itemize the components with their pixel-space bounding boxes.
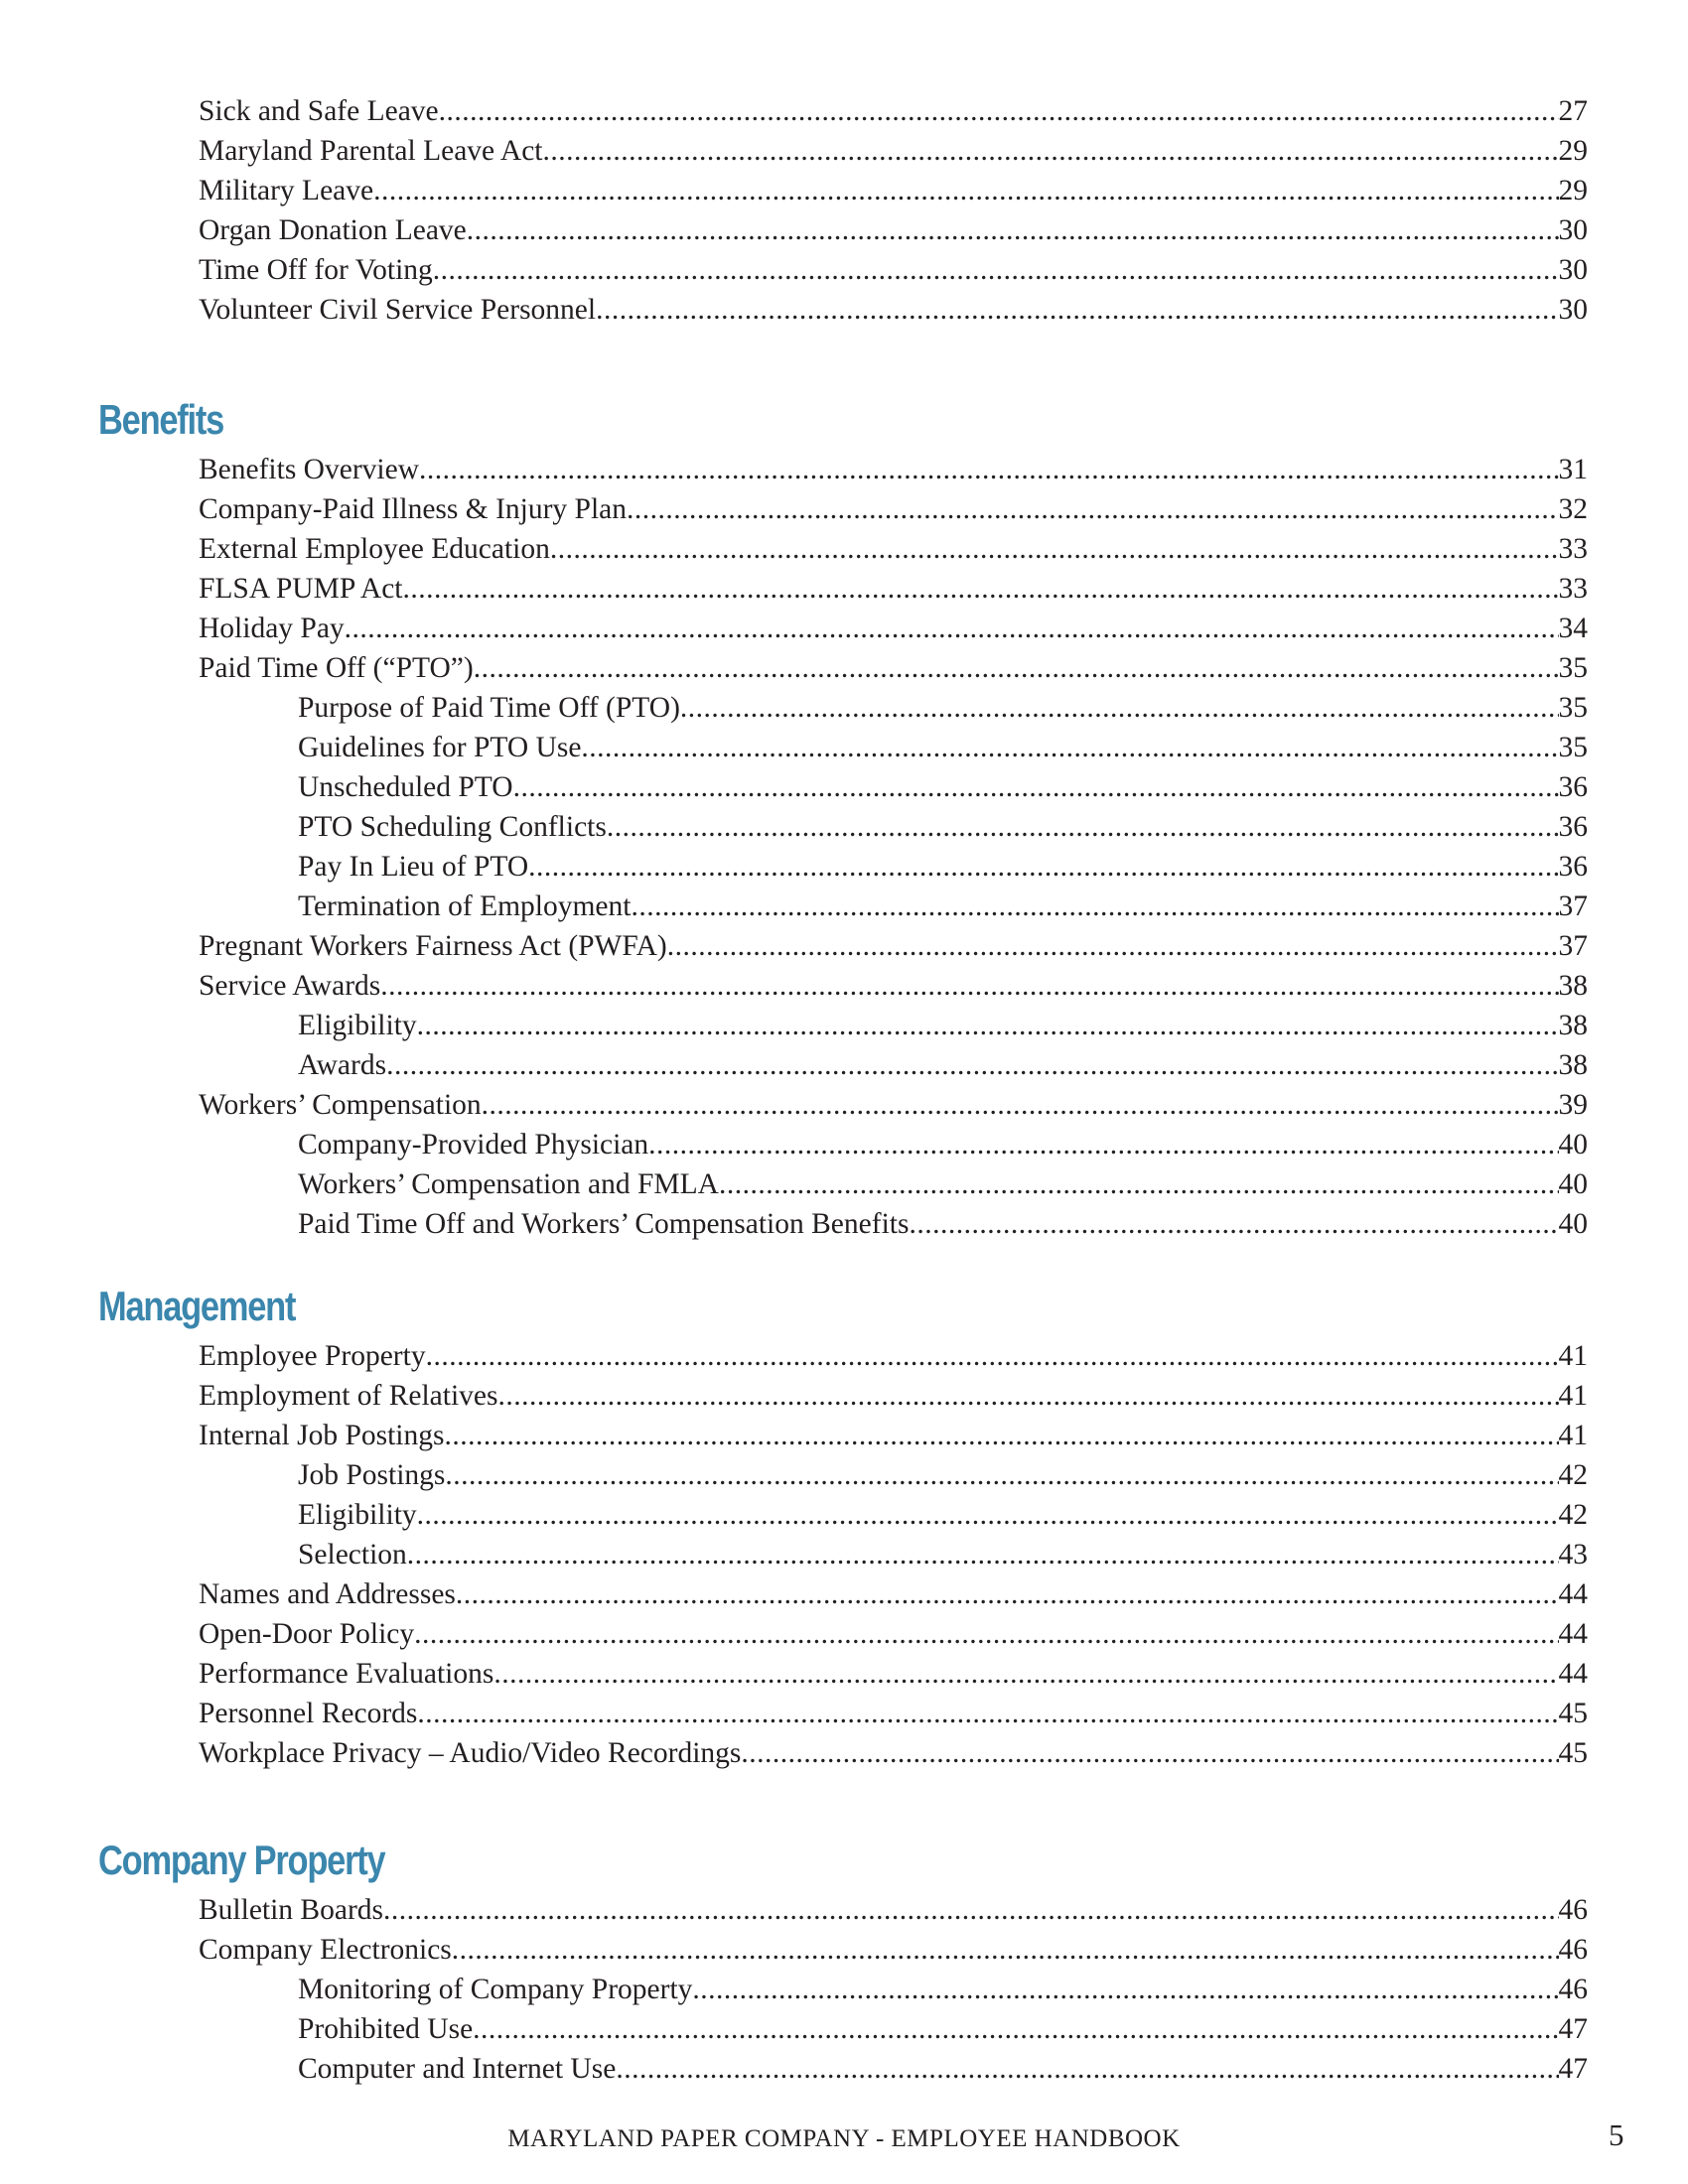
toc-entry[interactable] [199,131,1588,171]
toc-entry-title: Volunteer Civil Service Personnel [199,294,597,326]
toc-entry[interactable] [199,250,1588,290]
toc-dot-leader [680,688,1559,728]
toc-entry[interactable] [298,1125,1588,1164]
toc-entry-page: 40 [1558,1129,1588,1160]
toc-entry[interactable] [199,91,1588,131]
toc-entry-page: 41 [1558,1420,1588,1451]
toc-dot-leader [513,767,1559,807]
toc-entry-title: Service Awards [199,970,381,1002]
toc-entry-title: Company Electronics [199,1934,452,1966]
toc-entry-page: 42 [1558,1459,1588,1491]
toc-entry-title: Employment of Relatives [199,1380,498,1412]
toc-entry-title: Names and Addresses [199,1578,456,1610]
toc-entry-title: FLSA PUMP Act [199,573,403,605]
toc-list [0,1336,1688,1773]
toc-entry[interactable] [199,529,1588,569]
toc-entry[interactable] [199,1694,1588,1733]
toc-entry-title: Personnel Records [199,1698,418,1729]
section-heading-company-property: Company Property [98,1837,385,1883]
toc-entry[interactable] [199,171,1588,210]
toc-list [0,1890,1688,2089]
toc-entry-page: 38 [1558,1049,1588,1081]
toc-entry-title: Company-Provided Physician [298,1129,649,1160]
toc-entry-page: 44 [1558,1618,1588,1650]
toc-entry-title: PTO Scheduling Conflicts [298,811,607,843]
toc-dot-leader [596,290,1558,330]
toc-entry-title: Guidelines for PTO Use [298,732,582,763]
toc-entry[interactable] [298,1164,1588,1204]
toc-dot-leader [345,609,1559,648]
toc-entry[interactable] [199,1614,1588,1654]
toc-dot-leader [383,1890,1558,1930]
toc-entry[interactable] [298,728,1588,767]
toc-entry-page: 31 [1558,454,1588,485]
toc-dot-leader [667,926,1559,966]
toc-entry[interactable] [199,489,1588,529]
page-number: 5 [1609,2117,1624,2152]
toc-dot-leader [550,529,1559,569]
toc-entry-page: 35 [1558,692,1588,724]
toc-dot-leader [493,1654,1558,1694]
toc-entry-title: Benefits Overview [199,454,419,485]
toc-entry-page: 37 [1558,890,1588,922]
toc-entry-title: Job Postings [298,1459,446,1491]
toc-entry[interactable] [199,648,1588,688]
toc-entry-title: Eligibility [298,1010,417,1041]
toc-entry-title: Purpose of Paid Time Off (PTO) [298,692,680,724]
toc-entry-page: 36 [1558,851,1588,883]
toc-entry[interactable] [199,1574,1588,1614]
toc-entry-page: 27 [1558,95,1588,127]
toc-entry-title: Internal Job Postings [199,1420,445,1451]
footer-text: MARYLAND PAPER COMPANY - EMPLOYEE HANDBOOK [507,2125,1181,2152]
toc-dot-leader [498,1376,1559,1416]
toc-entry-title: Monitoring of Company Property [298,1974,693,2005]
toc-entry[interactable] [199,1733,1588,1773]
toc-dot-leader [741,1733,1558,1773]
toc-entry[interactable] [199,1085,1588,1125]
toc-entry[interactable] [199,1890,1588,1930]
toc-dot-leader [467,210,1559,250]
toc-dot-leader [542,131,1558,171]
toc-dot-leader [909,1204,1558,1244]
toc-entry-page: 42 [1558,1499,1588,1531]
toc-entry[interactable] [298,1495,1588,1535]
toc-entry-page: 35 [1558,732,1588,763]
toc-entry-page: 39 [1558,1089,1588,1121]
toc-entry[interactable] [199,450,1588,489]
toc-entry-title: Unscheduled PTO [298,771,513,803]
toc-entry[interactable] [298,2049,1588,2089]
toc-entry-title: Pay In Lieu of PTO [298,851,529,883]
toc-dot-leader [417,1694,1558,1733]
toc-entry-title: Open-Door Policy [199,1618,415,1650]
toc-dot-leader [692,1970,1558,2009]
toc-entry-page: 29 [1558,135,1588,167]
toc-dot-leader [627,489,1559,529]
toc-entry-page: 41 [1558,1380,1588,1412]
toc-dot-leader [616,2049,1558,2089]
toc-entry-page: 30 [1558,214,1588,246]
toc-entry[interactable] [199,1376,1588,1416]
section-heading-management: Management [98,1283,296,1329]
toc-entry-title: Organ Donation Leave [199,214,467,246]
toc-entry[interactable] [298,1045,1588,1085]
toc-dot-leader [426,1336,1559,1376]
toc-entry[interactable] [199,966,1588,1006]
toc-entry-page: 43 [1558,1539,1588,1570]
toc-entry-page: 32 [1558,493,1588,525]
toc-dot-leader [407,1535,1559,1574]
toc-entry-title: External Employee Education [199,533,550,565]
toc-entry[interactable] [298,887,1588,926]
toc-entry-title: Time Off for Voting [199,254,433,286]
toc-entry[interactable] [298,1455,1588,1495]
toc-entry[interactable] [199,1416,1588,1455]
toc-entry[interactable] [298,2009,1588,2049]
toc-dot-leader [719,1164,1559,1204]
toc-entry[interactable] [199,290,1588,330]
toc-entry-title: Military Leave [199,175,374,206]
toc-entry-page: 36 [1558,771,1588,803]
toc-entry-title: Company-Paid Illness & Injury Plan [199,493,627,525]
toc-dot-leader [417,1006,1559,1045]
toc-dot-leader [419,450,1559,489]
toc-entry-title: Holiday Pay [199,613,345,644]
toc-entry-page: 37 [1558,930,1588,962]
toc-dot-leader [414,1614,1558,1654]
toc-entry[interactable] [199,609,1588,648]
toc-entry-title: Workers’ Compensation [199,1089,482,1121]
toc-dot-leader [452,1930,1559,1970]
toc-entry-title: Paid Time Off (“PTO”) [199,652,474,684]
toc-entry-page: 33 [1558,573,1588,605]
toc-entry-page: 38 [1558,970,1588,1002]
toc-entry-page: 33 [1558,533,1588,565]
toc-dot-leader [631,887,1558,926]
toc-dot-leader [386,1045,1558,1085]
toc-list [0,450,1688,1244]
toc-dot-leader [482,1085,1559,1125]
toc-entry[interactable] [298,1535,1588,1574]
toc-dot-leader [444,1416,1558,1455]
toc-entry-page: 40 [1558,1208,1588,1240]
toc-entry-page: 46 [1558,1894,1588,1926]
toc-entry-title: Employee Property [199,1340,426,1372]
toc-entry-page: 44 [1558,1578,1588,1610]
toc-dot-leader [402,569,1558,609]
toc-entry[interactable] [298,847,1588,887]
toc-entry-title: Workers’ Compensation and FMLA [298,1168,719,1200]
toc-entry-title: Termination of Employment [298,890,632,922]
toc-entry-title: Performance Evaluations [199,1658,494,1690]
toc-entry-title: Paid Time Off and Workers’ Compensation Benefits [298,1208,910,1240]
toc-entry-title: Workplace Privacy – Audio/Video Recordings [199,1737,742,1769]
toc-dot-leader [439,91,1559,131]
toc-entry-title: Selection [298,1539,407,1570]
toc-dot-leader [648,1125,1558,1164]
toc-entry-page: 46 [1558,1934,1588,1966]
toc-entry-page: 36 [1558,811,1588,843]
section-heading-benefits: Benefits [98,396,224,443]
toc-dot-leader [528,847,1558,887]
toc-entry[interactable] [199,1336,1588,1376]
toc-dot-leader [456,1574,1559,1614]
toc-entry-page: 45 [1558,1737,1588,1769]
toc-entry-page: 40 [1558,1168,1588,1200]
toc-dot-leader [581,728,1558,767]
toc-entry[interactable] [298,807,1588,847]
toc-entry-title: Sick and Safe Leave [199,95,439,127]
toc-entry-title: Maryland Parental Leave Act [199,135,543,167]
toc-list [0,91,1688,330]
toc-dot-leader [433,250,1559,290]
toc-dot-leader [473,2009,1558,2049]
toc-dot-leader [445,1455,1558,1495]
toc-dot-leader [474,648,1559,688]
toc-dot-leader [607,807,1559,847]
toc-entry[interactable] [298,767,1588,807]
toc-entry[interactable] [199,210,1588,250]
toc-entry-title: Computer and Internet Use [298,2053,617,2085]
toc-entry-page: 29 [1558,175,1588,206]
toc-dot-leader [380,966,1558,1006]
toc-entry-page: 30 [1558,254,1588,286]
toc-entry[interactable] [298,1970,1588,2009]
toc-entry-title: Pregnant Workers Fairness Act (PWFA) [199,930,667,962]
toc-entry[interactable] [298,688,1588,728]
toc-entry-page: 47 [1558,2053,1588,2085]
toc-entry-page: 35 [1558,652,1588,684]
toc-entry-page: 38 [1558,1010,1588,1041]
toc-dot-leader [373,171,1558,210]
toc-entry-page: 47 [1558,2013,1588,2045]
toc-entry-page: 41 [1558,1340,1588,1372]
toc-entry[interactable] [199,1654,1588,1694]
toc-entry-title: Awards [298,1049,387,1081]
toc-entry-title: Eligibility [298,1499,417,1531]
toc-entry-page: 44 [1558,1658,1588,1690]
toc-entry-page: 30 [1558,294,1588,326]
toc-entry-title: Bulletin Boards [199,1894,384,1926]
toc-dot-leader [417,1495,1559,1535]
toc-entry-page: 45 [1558,1698,1588,1729]
toc-entry[interactable] [298,1006,1588,1045]
toc-entry[interactable] [298,1204,1588,1244]
toc-entry-title: Prohibited Use [298,2013,474,2045]
toc-entry-page: 46 [1558,1974,1588,2005]
toc-entry-page: 34 [1558,613,1588,644]
toc-entry[interactable] [199,1930,1588,1970]
toc-entry[interactable] [199,569,1588,609]
toc-entry[interactable] [199,926,1588,966]
